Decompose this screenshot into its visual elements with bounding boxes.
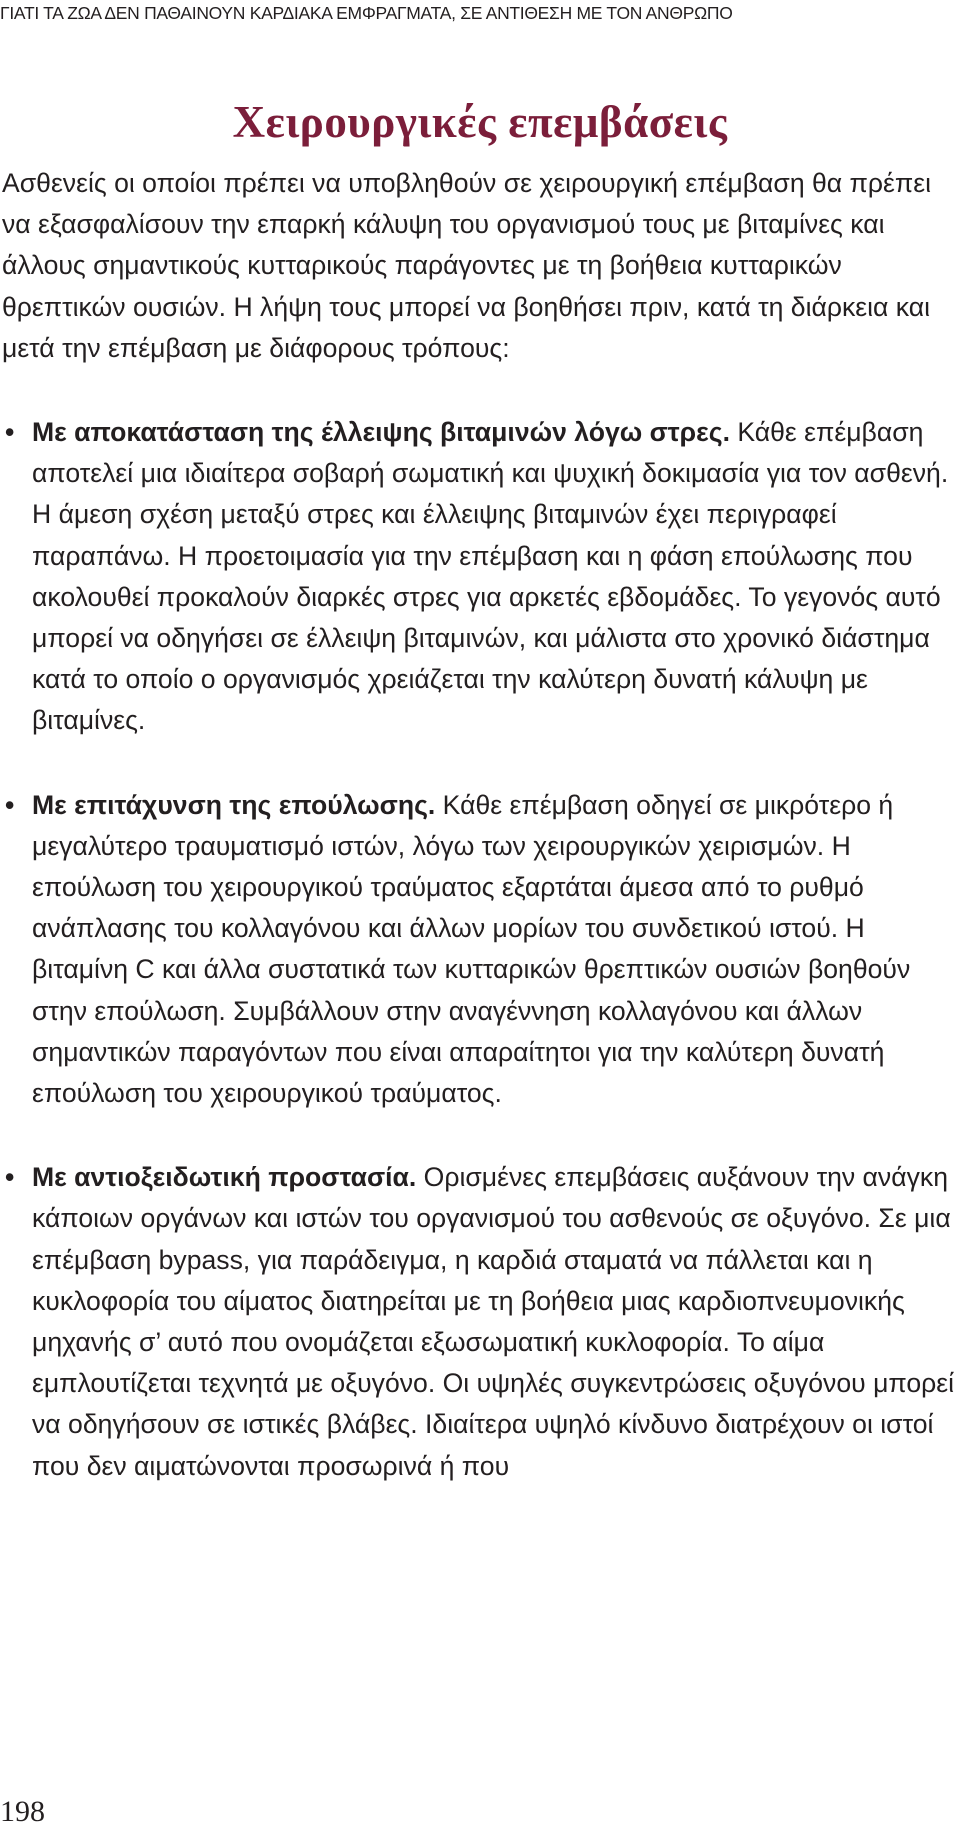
bullet-text: Κάθε επέμβαση οδηγεί σε μικρότερο ή μεγαλύτερο τραυματισμό ιστών, λόγω των χειρουργικών χειρισμών. Η επούλωση του χειρουργικού τραύματος εξαρτάται άμεσα από το ρυθμό ανάπλασης του κολλαγόνου και άλλων μορίων του συνδετικού ιστού. Η βιταμίνη C και άλλα συστατικά των κυτταρικών θρεπτικών ουσιών βοηθούν στην επούλωση. Συμβάλλουν στην αναγέννηση κολλαγόνου και άλλων σημαντικών παραγόντων που είναι απαραίτητοι για την καλύτερη δυνατή επούλωση του χειρουργικού τραύματος. [32,789,911,1109]
bullet-icon: • [5,1162,15,1193]
bullet-text: Κάθε επέμβαση αποτελεί μια ιδιαίτερα σοβαρή σωματική και ψυχική δοκιμασία για τον ασθενή. Η άμεση σχέση μεταξύ στρες και έλλειψης βιταμινών έχει περιγραφεί παραπάνω. Η προετοιμασία για την επέμβαση και η φάση επούλωσης που ακολουθεί προκαλούν διαρκές στρες για αρκετές εβδομάδες. Το γεγονός αυτό μπορεί να οδηγήσει σε έλλειψη βιταμινών, και μάλιστα στο χρονικό διάστημα κατά το οποίο ο οργανισμός χρειάζεται την καλύτερη δυνατή κάλυψη με βιταμίνες. [32,417,949,736]
bullet-list [2,412,958,1487]
page-number: 198 [0,1795,45,1828]
bullet-lead: Με αντιοξειδωτική προστασία. [32,1162,417,1193]
bullet-item [2,1157,958,1487]
running-header: ΓΙΑΤΙ ΤΑ ΖΩΑ ΔΕΝ ΠΑΘΑΙΝΟΥΝ ΚΑΡΔΙΑΚΑ ΕΜΦΡΑΓΜΑΤΑ, ΣΕ ΑΝΤΙΘΕΣΗ ΜΕ ΤΟΝ ΑΝΘΡΩΠΟ [0,3,733,23]
intro-paragraph: Ασθενείς οι οποίοι πρέπει να υποβληθούν σε χειρουργική επέμβαση θα πρέπει να εξασφαλίσουν την επαρκή κάλυψη του οργανισμού τους με βιταμίνες και άλλους σημαντικούς κυτταρικούς παράγοντες με τη βοήθεια κυτταρικών θρεπτικών ουσιών. Η λήψη τους μπορεί να βοηθήσει πριν, κατά τη διάρκεια και μετά την επέμβαση με διάφορους τρόπους: [2,168,932,363]
bullet-text: Ορισμένες επεμβάσεις αυξάνουν την ανάγκη κάποιων οργάνων και ιστών του οργανισμού του ασθενούς σε οξυγόνο. Σε μια επέμβαση bypass, για παράδειγμα, η καρδιά σταματά να πάλλεται και η κυκλοφορία του αίματος διατηρείται με τη βοήθεια μιας καρδιοπνευμονικής μηχανής σ’ αυτό που ονομάζεται εξωσωματική κυκλοφορία. Το αίμα εμπλουτίζεται τεχνητά με οξυγόνο. Οι υψηλές συγκεντρώσεις οξυγόνου μπορεί να οδηγήσουν σε ιστικές βλάβες. Ιδιαίτερα υψηλό κίνδυνο διατρέχουν οι ιστοί που δεν αιματώνονται προσωρινά ή που [32,1162,955,1481]
bullet-icon: • [5,417,15,448]
bullet-item [2,785,958,1115]
bullet-lead: Με επιτάχυνση της επούλωσης. [32,789,436,820]
bullet-item [2,412,958,742]
bullet-lead: Με αποκατάσταση της έλλειψης βιταμινών λόγω στρες. [32,417,730,448]
body-content [2,163,958,1530]
page-title: Χειρουργικές επεμβάσεις [232,97,728,148]
bullet-icon: • [5,789,15,820]
